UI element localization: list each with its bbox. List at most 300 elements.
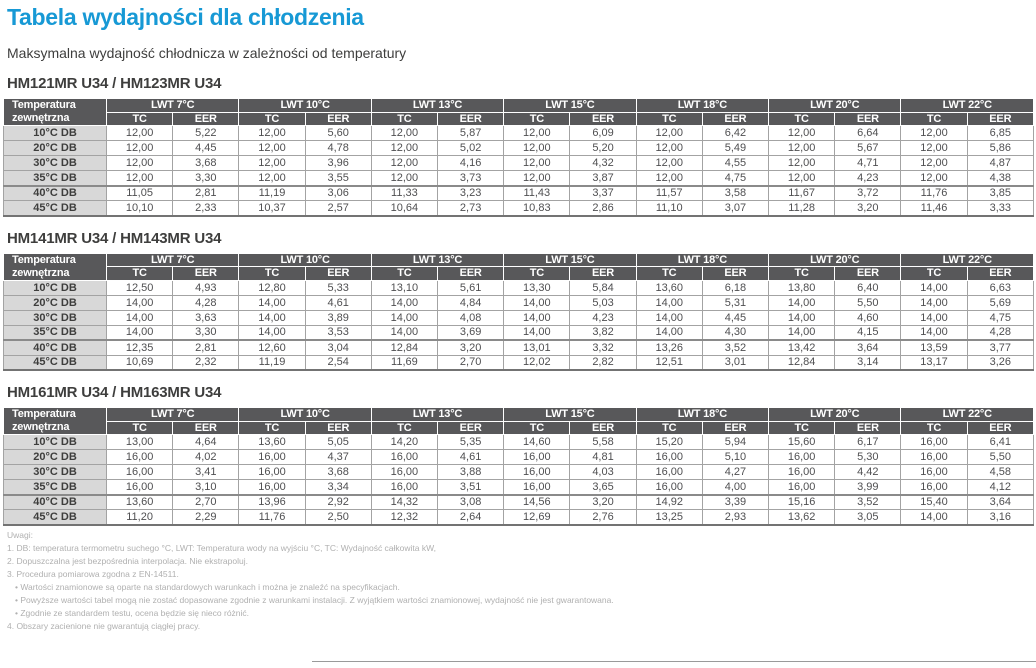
outdoor-temp-row-label: 30°C DB (4, 310, 107, 325)
eer-value-cell: 3,77 (967, 340, 1033, 355)
eer-value-cell: 4,60 (835, 310, 901, 325)
eer-value-cell: 3,88 (438, 465, 504, 480)
eer-value-cell: 3,52 (835, 495, 901, 510)
lwt-group-header: LWT 15°C (504, 99, 636, 113)
footnote-line: 2. Dopuszczalna jest bezpośrednia interpolacja. Nie ekstrapoluj. (7, 555, 248, 566)
tc-value-cell: 12,00 (636, 126, 702, 141)
tc-value-cell: 14,00 (636, 325, 702, 340)
eer-value-cell: 3,69 (438, 325, 504, 340)
tc-value-cell: 12,00 (371, 156, 437, 171)
eer-value-cell: 6,63 (967, 280, 1033, 295)
tc-value-cell: 14,20 (371, 435, 437, 450)
tc-value-cell: 16,00 (901, 480, 967, 495)
eer-value-cell: 3,87 (570, 171, 636, 186)
lwt-group-header: LWT 22°C (901, 99, 1034, 113)
eer-value-cell: 5,94 (702, 435, 768, 450)
eer-value-cell: 5,10 (702, 450, 768, 465)
performance-table-hm141 (3, 253, 1034, 372)
outdoor-temp-row-label: 20°C DB (4, 450, 107, 465)
eer-value-cell: 3,65 (570, 480, 636, 495)
tc-value-cell: 15,20 (636, 435, 702, 450)
table-row (4, 156, 1034, 171)
tc-value-cell: 10,37 (239, 201, 305, 216)
eer-value-cell: 3,52 (702, 340, 768, 355)
eer-value-cell: 3,05 (835, 510, 901, 525)
tc-value-cell: 12,00 (107, 156, 173, 171)
eer-value-cell: 4,78 (305, 141, 371, 156)
tc-value-cell: 12,00 (769, 141, 835, 156)
footnotes-list (7, 542, 1034, 633)
tc-value-cell: 11,76 (239, 510, 305, 525)
tc-value-cell: 12,00 (504, 126, 570, 141)
tc-value-cell: 14,00 (107, 310, 173, 325)
tc-header: TC (504, 267, 570, 281)
eer-value-cell: 4,02 (173, 450, 239, 465)
tc-value-cell: 14,00 (504, 325, 570, 340)
eer-header: EER (835, 421, 901, 435)
eer-header: EER (835, 112, 901, 126)
table-row (4, 141, 1034, 156)
tc-value-cell: 16,00 (239, 450, 305, 465)
eer-value-cell: 4,64 (173, 435, 239, 450)
eer-value-cell: 3,99 (835, 480, 901, 495)
eer-value-cell: 3,26 (967, 355, 1033, 370)
eer-value-cell: 3,30 (173, 171, 239, 186)
tc-value-cell: 15,16 (769, 495, 835, 510)
lwt-group-header: LWT 15°C (504, 253, 636, 267)
tc-value-cell: 14,00 (901, 325, 967, 340)
eer-value-cell: 3,23 (438, 186, 504, 201)
table-row (4, 495, 1034, 510)
tc-value-cell: 11,28 (769, 201, 835, 216)
footnote-line: 3. Procedura pomiarowa zgodna z EN-14511. (7, 568, 179, 579)
tc-value-cell: 13,60 (107, 495, 173, 510)
lwt-group-header: LWT 7°C (107, 408, 239, 422)
tc-value-cell: 12,00 (901, 126, 967, 141)
outdoor-temp-row-label: 35°C DB (4, 480, 107, 495)
tc-value-cell: 13,59 (901, 340, 967, 355)
tc-value-cell: 14,00 (239, 310, 305, 325)
eer-value-cell: 5,22 (173, 126, 239, 141)
eer-value-cell: 3,30 (173, 325, 239, 340)
tc-value-cell: 14,32 (371, 495, 437, 510)
tc-header: TC (239, 267, 305, 281)
tc-value-cell: 16,00 (504, 480, 570, 495)
eer-header: EER (702, 267, 768, 281)
tc-value-cell: 11,43 (504, 186, 570, 201)
tc-value-cell: 14,00 (239, 295, 305, 310)
eer-value-cell: 5,60 (305, 126, 371, 141)
tc-value-cell: 12,00 (371, 171, 437, 186)
model-section-hm121 (3, 74, 1034, 217)
tc-value-cell: 12,00 (504, 156, 570, 171)
table-row (4, 171, 1034, 186)
tc-value-cell: 14,56 (504, 495, 570, 510)
tc-value-cell: 13,42 (769, 340, 835, 355)
footnote-line: • Powyższe wartości tabel mogą nie zostać dopasowane zgodnie z warunkami instalacji. Z wyjątkiem wartości znamionowej, wydajność nie jest gwarantowana. (15, 594, 614, 605)
tc-value-cell: 12,69 (504, 510, 570, 525)
tc-value-cell: 13,25 (636, 510, 702, 525)
eer-value-cell: 6,40 (835, 280, 901, 295)
tc-value-cell: 12,60 (239, 340, 305, 355)
tc-value-cell: 12,00 (107, 171, 173, 186)
tc-value-cell: 12,00 (504, 141, 570, 156)
footnote-line: 1. DB: temperatura termometru suchego °C, LWT: Temperatura wody na wyjściu °C, TC: Wydajność całkowita kW, (7, 542, 437, 553)
table-row (4, 450, 1034, 465)
eer-value-cell: 2,70 (173, 495, 239, 510)
tc-value-cell: 12,00 (371, 126, 437, 141)
table-row (4, 126, 1034, 141)
eer-value-cell: 5,49 (702, 141, 768, 156)
model-heading: HM141MR U34 / HM143MR U34 (7, 229, 222, 247)
tc-value-cell: 13,60 (239, 435, 305, 450)
tc-value-cell: 11,46 (901, 201, 967, 216)
lwt-group-header: LWT 20°C (769, 99, 901, 113)
eer-value-cell: 2,81 (173, 186, 239, 201)
eer-value-cell: 3,07 (702, 201, 768, 216)
tc-value-cell: 16,00 (107, 480, 173, 495)
outdoor-temp-row-label: 35°C DB (4, 171, 107, 186)
eer-value-cell: 3,51 (438, 480, 504, 495)
tc-value-cell: 13,30 (504, 280, 570, 295)
tc-value-cell: 15,40 (901, 495, 967, 510)
eer-value-cell: 3,10 (173, 480, 239, 495)
eer-value-cell: 2,76 (570, 510, 636, 525)
lwt-group-header: LWT 18°C (636, 408, 768, 422)
tc-value-cell: 14,00 (901, 280, 967, 295)
tc-value-cell: 11,76 (901, 186, 967, 201)
eer-value-cell: 6,17 (835, 435, 901, 450)
tc-value-cell: 16,00 (636, 480, 702, 495)
tc-value-cell: 12,00 (769, 126, 835, 141)
eer-value-cell: 3,58 (702, 186, 768, 201)
outdoor-temp-row-label: 40°C DB (4, 495, 107, 510)
lwt-group-header: LWT 20°C (769, 253, 901, 267)
tc-value-cell: 14,00 (901, 295, 967, 310)
tc-value-cell: 12,50 (107, 280, 173, 295)
eer-value-cell: 3,64 (967, 495, 1033, 510)
eer-header: EER (438, 112, 504, 126)
tc-value-cell: 12,00 (636, 156, 702, 171)
eer-value-cell: 4,45 (173, 141, 239, 156)
eer-header: EER (173, 112, 239, 126)
eer-value-cell: 2,33 (173, 201, 239, 216)
tc-value-cell: 11,57 (636, 186, 702, 201)
eer-value-cell: 5,31 (702, 295, 768, 310)
tc-value-cell: 16,00 (769, 465, 835, 480)
eer-value-cell: 3,32 (570, 340, 636, 355)
eer-header: EER (967, 267, 1033, 281)
eer-value-cell: 3,68 (305, 465, 371, 480)
eer-value-cell: 3,72 (835, 186, 901, 201)
outdoor-temp-row-label: 10°C DB (4, 435, 107, 450)
lwt-group-header: LWT 18°C (636, 253, 768, 267)
tc-value-cell: 12,00 (636, 171, 702, 186)
eer-value-cell: 4,55 (702, 156, 768, 171)
page-bottom-rule (312, 661, 1036, 662)
table-row (4, 435, 1034, 450)
eer-value-cell: 5,67 (835, 141, 901, 156)
table-row (4, 355, 1034, 370)
tc-value-cell: 14,00 (107, 325, 173, 340)
tc-header: TC (769, 421, 835, 435)
eer-header: EER (835, 267, 901, 281)
eer-value-cell: 3,96 (305, 156, 371, 171)
table-row (4, 201, 1034, 216)
eer-header: EER (967, 421, 1033, 435)
eer-value-cell: 4,71 (835, 156, 901, 171)
tc-value-cell: 12,02 (504, 355, 570, 370)
eer-value-cell: 3,34 (305, 480, 371, 495)
lwt-group-header: LWT 10°C (239, 253, 371, 267)
eer-value-cell: 4,37 (305, 450, 371, 465)
tc-value-cell: 12,00 (107, 126, 173, 141)
tc-value-cell: 11,67 (769, 186, 835, 201)
eer-header: EER (702, 421, 768, 435)
tc-header: TC (901, 112, 967, 126)
eer-value-cell: 4,03 (570, 465, 636, 480)
model-section-hm141 (3, 229, 1034, 372)
eer-value-cell: 2,92 (305, 495, 371, 510)
outdoor-temp-row-label: 45°C DB (4, 201, 107, 216)
eer-value-cell: 3,39 (702, 495, 768, 510)
eer-value-cell: 2,57 (305, 201, 371, 216)
tc-value-cell: 14,00 (107, 295, 173, 310)
eer-header: EER (570, 267, 636, 281)
table-row (4, 325, 1034, 340)
eer-value-cell: 4,61 (305, 295, 371, 310)
tc-value-cell: 11,19 (239, 186, 305, 201)
eer-value-cell: 2,32 (173, 355, 239, 370)
eer-value-cell: 4,30 (702, 325, 768, 340)
eer-value-cell: 4,08 (438, 310, 504, 325)
tc-value-cell: 14,00 (239, 325, 305, 340)
tc-value-cell: 12,00 (901, 171, 967, 186)
page-subtitle: Maksymalna wydajność chłodnicza w zależności od temperatury (7, 45, 407, 61)
eer-header: EER (438, 267, 504, 281)
tc-value-cell: 13,80 (769, 280, 835, 295)
tc-value-cell: 12,35 (107, 340, 173, 355)
eer-header: EER (173, 267, 239, 281)
tc-header: TC (901, 267, 967, 281)
outdoor-temperature-header-line2: zewnętrzna (12, 112, 70, 124)
tc-value-cell: 12,00 (239, 126, 305, 141)
tc-value-cell: 11,20 (107, 510, 173, 525)
eer-header: EER (570, 421, 636, 435)
footnote-line: • Wartości znamionowe są oparte na standardowych warunkach i można je znaleźć na specyfikacjach. (15, 581, 400, 592)
eer-value-cell: 3,73 (438, 171, 504, 186)
eer-value-cell: 5,30 (835, 450, 901, 465)
eer-value-cell: 2,64 (438, 510, 504, 525)
tc-value-cell: 16,00 (504, 450, 570, 465)
eer-value-cell: 5,86 (967, 141, 1033, 156)
eer-value-cell: 3,06 (305, 186, 371, 201)
eer-value-cell: 4,87 (967, 156, 1033, 171)
tc-value-cell: 16,00 (769, 480, 835, 495)
tc-value-cell: 14,00 (371, 325, 437, 340)
lwt-group-header: LWT 10°C (239, 408, 371, 422)
tc-value-cell: 10,83 (504, 201, 570, 216)
eer-value-cell: 3,14 (835, 355, 901, 370)
eer-value-cell: 5,84 (570, 280, 636, 295)
eer-value-cell: 2,86 (570, 201, 636, 216)
outdoor-temp-row-label: 20°C DB (4, 141, 107, 156)
tc-value-cell: 11,69 (371, 355, 437, 370)
eer-header: EER (305, 112, 371, 126)
outdoor-temperature-header-line1: Temperatura (12, 253, 76, 266)
tc-value-cell: 12,80 (239, 280, 305, 295)
tc-value-cell: 14,00 (901, 310, 967, 325)
eer-value-cell: 3,64 (835, 340, 901, 355)
tc-value-cell: 16,00 (636, 465, 702, 480)
tc-value-cell: 14,00 (371, 310, 437, 325)
eer-value-cell: 5,35 (438, 435, 504, 450)
lwt-group-header: LWT 22°C (901, 253, 1034, 267)
outdoor-temperature-header (4, 99, 107, 126)
tc-value-cell: 14,00 (371, 295, 437, 310)
lwt-group-header: LWT 7°C (107, 99, 239, 113)
outdoor-temp-row-label: 10°C DB (4, 126, 107, 141)
eer-value-cell: 3,20 (438, 340, 504, 355)
tc-value-cell: 13,17 (901, 355, 967, 370)
eer-value-cell: 4,23 (570, 310, 636, 325)
eer-value-cell: 5,50 (835, 295, 901, 310)
tc-value-cell: 16,00 (239, 480, 305, 495)
tc-value-cell: 16,00 (371, 465, 437, 480)
eer-value-cell: 3,16 (967, 510, 1033, 525)
tc-header: TC (769, 267, 835, 281)
footnote-line: • Zgodnie ze standardem testu, ocena będzie się nieco różnić. (15, 607, 250, 618)
tc-value-cell: 14,60 (504, 435, 570, 450)
tc-value-cell: 16,00 (371, 450, 437, 465)
tc-value-cell: 12,32 (371, 510, 437, 525)
table-row (4, 280, 1034, 295)
tc-value-cell: 14,00 (636, 310, 702, 325)
outdoor-temperature-header-line2: zewnętrzna (12, 421, 70, 433)
tc-value-cell: 14,00 (901, 510, 967, 525)
tc-value-cell: 13,01 (504, 340, 570, 355)
lwt-group-header: LWT 15°C (504, 408, 636, 422)
eer-value-cell: 5,05 (305, 435, 371, 450)
tc-value-cell: 12,00 (769, 171, 835, 186)
tc-value-cell: 16,00 (901, 450, 967, 465)
lwt-group-header: LWT 20°C (769, 408, 901, 422)
tc-value-cell: 12,00 (901, 156, 967, 171)
eer-value-cell: 3,37 (570, 186, 636, 201)
outdoor-temp-row-label: 10°C DB (4, 280, 107, 295)
lwt-group-header: LWT 13°C (371, 408, 503, 422)
tc-value-cell: 14,00 (504, 295, 570, 310)
tc-header: TC (107, 112, 173, 126)
eer-header: EER (570, 112, 636, 126)
eer-value-cell: 2,70 (438, 355, 504, 370)
eer-value-cell: 4,28 (173, 295, 239, 310)
eer-value-cell: 5,02 (438, 141, 504, 156)
tc-header: TC (239, 421, 305, 435)
tc-header: TC (107, 267, 173, 281)
table-row (4, 510, 1034, 525)
outdoor-temp-row-label: 45°C DB (4, 510, 107, 525)
tc-header: TC (371, 421, 437, 435)
lwt-group-header: LWT 13°C (371, 253, 503, 267)
tc-value-cell: 14,00 (769, 310, 835, 325)
performance-table-hm121 (3, 98, 1034, 217)
tc-value-cell: 16,00 (901, 465, 967, 480)
table-row (4, 340, 1034, 355)
eer-value-cell: 5,50 (967, 450, 1033, 465)
tc-value-cell: 12,00 (504, 171, 570, 186)
tc-value-cell: 12,00 (239, 171, 305, 186)
eer-value-cell: 6,09 (570, 126, 636, 141)
eer-value-cell: 4,23 (835, 171, 901, 186)
tc-header: TC (239, 112, 305, 126)
eer-header: EER (702, 112, 768, 126)
eer-value-cell: 5,33 (305, 280, 371, 295)
footnote-line: 4. Obszary zacienione nie gwarantują ciągłej pracy. (7, 620, 201, 631)
tc-value-cell: 14,00 (636, 295, 702, 310)
eer-value-cell: 2,29 (173, 510, 239, 525)
outdoor-temperature-header (4, 408, 107, 435)
tc-header: TC (769, 112, 835, 126)
tc-value-cell: 13,10 (371, 280, 437, 295)
eer-value-cell: 3,89 (305, 310, 371, 325)
outdoor-temp-row-label: 30°C DB (4, 156, 107, 171)
eer-value-cell: 3,20 (570, 495, 636, 510)
tc-value-cell: 12,00 (107, 141, 173, 156)
tc-value-cell: 12,51 (636, 355, 702, 370)
eer-value-cell: 4,27 (702, 465, 768, 480)
eer-value-cell: 3,33 (967, 201, 1033, 216)
tc-header: TC (504, 421, 570, 435)
tc-value-cell: 10,10 (107, 201, 173, 216)
tc-value-cell: 16,00 (371, 480, 437, 495)
tc-value-cell: 13,96 (239, 495, 305, 510)
outdoor-temp-row-label: 45°C DB (4, 355, 107, 370)
model-heading: HM121MR U34 / HM123MR U34 (7, 75, 222, 92)
eer-value-cell: 3,01 (702, 355, 768, 370)
datasheet-page (0, 3, 1036, 633)
eer-value-cell: 4,28 (967, 325, 1033, 340)
tc-value-cell: 13,26 (636, 340, 702, 355)
eer-header: EER (305, 421, 371, 435)
tc-value-cell: 14,00 (769, 295, 835, 310)
eer-value-cell: 4,32 (570, 156, 636, 171)
lwt-group-header: LWT 18°C (636, 99, 768, 113)
performance-table-hm161 (3, 407, 1034, 526)
eer-value-cell: 3,85 (967, 186, 1033, 201)
table-row (4, 480, 1034, 495)
eer-value-cell: 2,81 (173, 340, 239, 355)
eer-value-cell: 3,55 (305, 171, 371, 186)
tc-value-cell: 10,69 (107, 355, 173, 370)
tc-value-cell: 14,00 (504, 310, 570, 325)
tc-header: TC (504, 112, 570, 126)
outdoor-temperature-header-line1: Temperatura (12, 99, 76, 111)
eer-value-cell: 3,08 (438, 495, 504, 510)
tc-value-cell: 12,00 (769, 156, 835, 171)
tc-value-cell: 14,92 (636, 495, 702, 510)
eer-value-cell: 3,04 (305, 340, 371, 355)
eer-value-cell: 6,41 (967, 435, 1033, 450)
tc-value-cell: 14,00 (769, 325, 835, 340)
footnotes (7, 529, 1034, 633)
tc-value-cell: 16,00 (107, 450, 173, 465)
eer-value-cell: 3,68 (173, 156, 239, 171)
eer-value-cell: 3,20 (835, 201, 901, 216)
eer-value-cell: 5,20 (570, 141, 636, 156)
tc-value-cell: 12,00 (239, 141, 305, 156)
eer-header: EER (305, 267, 371, 281)
